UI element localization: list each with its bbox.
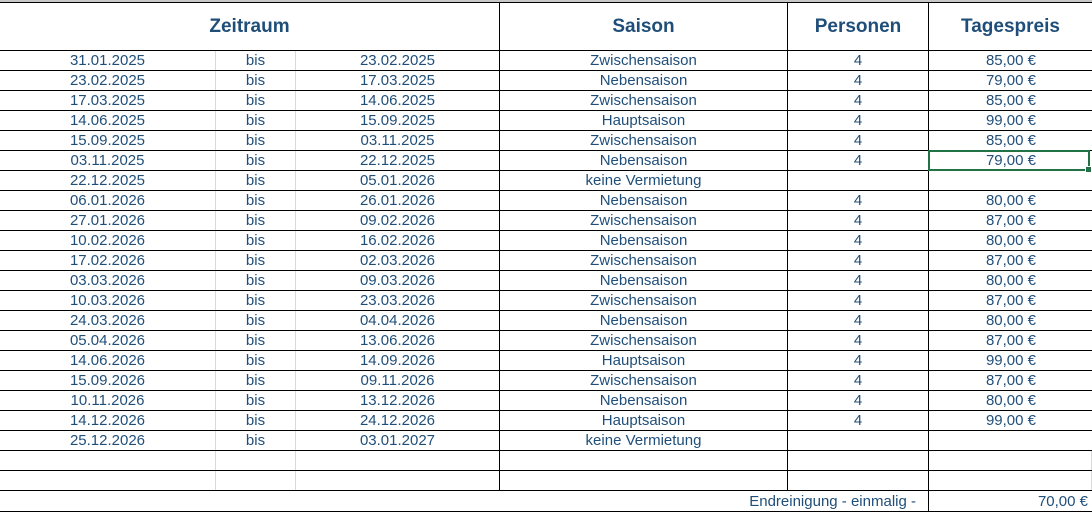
season-cell[interactable]: Zwischensaison xyxy=(500,291,788,310)
season-cell[interactable]: Nebensaison xyxy=(500,151,788,170)
season-cell[interactable]: Zwischensaison xyxy=(500,251,788,270)
date-to-cell[interactable]: 05.01.2026 xyxy=(296,171,500,190)
price-cell[interactable]: 80,00 € xyxy=(985,392,1036,409)
empty-cell[interactable] xyxy=(929,451,1092,470)
bis-cell[interactable]: bis xyxy=(216,151,296,170)
bis-cell[interactable]: bis xyxy=(216,431,296,450)
table-row xyxy=(0,211,1092,231)
table-row xyxy=(0,271,1092,291)
table-row xyxy=(0,351,1092,371)
date-to-cell[interactable]: 13.12.2026 xyxy=(296,391,500,410)
empty-cell[interactable] xyxy=(788,451,929,470)
date-from-cell[interactable]: 14.06.2026 xyxy=(0,351,216,370)
date-from-cell[interactable]: 05.04.2026 xyxy=(0,331,216,350)
bis-cell[interactable]: bis xyxy=(216,211,296,230)
bis-cell[interactable]: bis xyxy=(216,291,296,310)
date-to-cell[interactable]: 23.02.2025 xyxy=(296,51,500,70)
date-from-cell[interactable]: 10.03.2026 xyxy=(0,291,216,310)
persons-cell[interactable]: 4 xyxy=(788,191,929,210)
date-to-cell[interactable]: 16.02.2026 xyxy=(296,231,500,250)
empty-cell[interactable] xyxy=(929,471,1092,490)
table-row xyxy=(0,131,1092,151)
table-row xyxy=(0,91,1092,111)
empty-cell[interactable] xyxy=(216,471,296,490)
date-to-cell[interactable]: 09.11.2026 xyxy=(296,371,500,390)
price-cell[interactable] xyxy=(929,431,1092,450)
price-cell[interactable]: 79,00 € xyxy=(985,152,1036,169)
date-to-cell[interactable]: 23.03.2026 xyxy=(296,291,500,310)
price-cell[interactable]: 85,00 € xyxy=(985,52,1036,69)
season-cell[interactable]: Zwischensaison xyxy=(500,371,788,390)
persons-cell[interactable] xyxy=(788,431,929,450)
price-cell[interactable]: 80,00 € xyxy=(985,232,1036,249)
empty-cell[interactable] xyxy=(216,451,296,470)
season-cell[interactable]: Nebensaison xyxy=(500,71,788,90)
table-row xyxy=(0,71,1092,91)
date-to-cell[interactable]: 09.02.2026 xyxy=(296,211,500,230)
date-to-cell[interactable]: 03.01.2027 xyxy=(296,431,500,450)
table-row xyxy=(0,371,1092,391)
persons-cell[interactable]: 4 xyxy=(788,291,929,310)
price-cell[interactable]: 87,00 € xyxy=(985,212,1036,229)
date-to-cell[interactable]: 24.12.2026 xyxy=(296,411,500,430)
date-from-cell[interactable]: 14.06.2025 xyxy=(0,111,216,130)
season-cell[interactable]: Zwischensaison xyxy=(500,91,788,110)
persons-cell[interactable]: 4 xyxy=(788,271,929,290)
date-from-cell[interactable]: 25.12.2026 xyxy=(0,431,216,450)
bis-cell[interactable]: bis xyxy=(216,371,296,390)
price-cell[interactable]: 87,00 € xyxy=(985,252,1036,269)
bis-cell[interactable]: bis xyxy=(216,91,296,110)
persons-cell[interactable]: 4 xyxy=(788,211,929,230)
table-row xyxy=(0,151,1092,171)
date-to-cell[interactable]: 03.11.2025 xyxy=(296,131,500,150)
table-row xyxy=(0,111,1092,131)
empty-cell[interactable] xyxy=(0,451,216,470)
persons-cell[interactable]: 4 xyxy=(788,151,929,170)
date-to-cell[interactable]: 15.09.2025 xyxy=(296,111,500,130)
bis-cell[interactable]: bis xyxy=(216,251,296,270)
price-cell[interactable]: 80,00 € xyxy=(985,272,1036,289)
bis-cell[interactable]: bis xyxy=(216,331,296,350)
bis-cell[interactable]: bis xyxy=(216,131,296,150)
date-to-cell[interactable]: 22.12.2025 xyxy=(296,151,500,170)
season-cell[interactable]: Nebensaison xyxy=(500,231,788,250)
table-row xyxy=(0,231,1092,251)
season-cell[interactable]: Nebensaison xyxy=(500,271,788,290)
empty-row xyxy=(0,451,1092,471)
price-cell[interactable]: 80,00 € xyxy=(985,192,1036,209)
season-cell[interactable]: Hauptsaison xyxy=(500,111,788,130)
bis-cell[interactable]: bis xyxy=(216,391,296,410)
table-row xyxy=(0,311,1092,331)
price-cell[interactable]: 87,00 € xyxy=(985,332,1036,349)
price-cell[interactable]: 99,00 € xyxy=(985,412,1036,429)
date-to-cell[interactable]: 02.03.2026 xyxy=(296,251,500,270)
price-cell[interactable]: 87,00 € xyxy=(985,292,1036,309)
date-to-cell[interactable]: 17.03.2025 xyxy=(296,71,500,90)
persons-cell[interactable]: 4 xyxy=(788,411,929,430)
empty-cell[interactable] xyxy=(0,471,216,490)
date-from-cell[interactable]: 17.03.2025 xyxy=(0,91,216,110)
persons-cell[interactable]: 4 xyxy=(788,71,929,90)
season-cell[interactable]: Nebensaison xyxy=(500,391,788,410)
table-row xyxy=(0,391,1092,411)
persons-cell[interactable]: 4 xyxy=(788,231,929,250)
season-cell[interactable]: Zwischensaison xyxy=(500,331,788,350)
header-row xyxy=(0,2,1092,51)
empty-cell[interactable] xyxy=(500,471,788,490)
empty-cell[interactable] xyxy=(296,471,500,490)
date-to-cell[interactable]: 14.09.2026 xyxy=(296,351,500,370)
cleaning-fee-label[interactable]: Endreinigung - einmalig - xyxy=(0,491,929,511)
footer-row xyxy=(0,491,1092,512)
table-row xyxy=(0,331,1092,351)
date-from-cell[interactable]: 10.11.2026 xyxy=(0,391,216,410)
cleaning-fee-value[interactable]: 70,00 € xyxy=(1037,492,1088,510)
season-cell[interactable]: Nebensaison xyxy=(500,191,788,210)
date-to-cell[interactable]: 13.06.2026 xyxy=(296,331,500,350)
bis-cell[interactable]: bis xyxy=(216,51,296,70)
table-row xyxy=(0,291,1092,311)
empty-cell[interactable] xyxy=(500,451,788,470)
bis-cell[interactable]: bis xyxy=(216,411,296,430)
persons-cell[interactable]: 4 xyxy=(788,111,929,130)
season-cell[interactable]: Hauptsaison xyxy=(500,351,788,370)
price-cell[interactable]: 99,00 € xyxy=(985,112,1036,129)
price-cell[interactable]: 87,00 € xyxy=(985,372,1036,389)
date-to-cell[interactable]: 26.01.2026 xyxy=(296,191,500,210)
date-from-cell[interactable]: 22.12.2025 xyxy=(0,171,216,190)
persons-cell[interactable]: 4 xyxy=(788,91,929,110)
empty-row xyxy=(0,471,1092,491)
date-from-cell[interactable]: 15.09.2025 xyxy=(0,131,216,150)
table-row xyxy=(0,171,1092,191)
header-saison[interactable]: Saison xyxy=(500,3,788,50)
season-cell[interactable]: Zwischensaison xyxy=(500,211,788,230)
price-cell[interactable]: 80,00 € xyxy=(985,312,1036,329)
date-from-cell[interactable]: 10.02.2026 xyxy=(0,231,216,250)
empty-cell[interactable] xyxy=(296,451,500,470)
date-from-cell[interactable]: 14.12.2026 xyxy=(0,411,216,430)
bis-cell[interactable]: bis xyxy=(216,271,296,290)
persons-cell[interactable]: 4 xyxy=(788,351,929,370)
table-row xyxy=(0,411,1092,431)
date-from-cell[interactable]: 15.09.2026 xyxy=(0,371,216,390)
date-to-cell[interactable]: 14.06.2025 xyxy=(296,91,500,110)
price-cell[interactable]: 99,00 € xyxy=(985,352,1036,369)
persons-cell[interactable]: 4 xyxy=(788,311,929,330)
date-to-cell[interactable]: 09.03.2026 xyxy=(296,271,500,290)
persons-cell[interactable]: 4 xyxy=(788,371,929,390)
bis-cell[interactable]: bis xyxy=(216,71,296,90)
persons-cell[interactable]: 4 xyxy=(788,331,929,350)
date-from-cell[interactable]: 23.02.2025 xyxy=(0,71,216,90)
season-cell[interactable]: Hauptsaison xyxy=(500,411,788,430)
date-from-cell[interactable]: 17.02.2026 xyxy=(0,251,216,270)
header-zeitraum[interactable]: Zeitraum xyxy=(0,3,500,50)
price-cell[interactable] xyxy=(929,171,1092,190)
bis-cell[interactable]: bis xyxy=(216,111,296,130)
bis-cell[interactable]: bis xyxy=(216,311,296,330)
bis-cell[interactable]: bis xyxy=(216,231,296,250)
table-row xyxy=(0,431,1092,451)
persons-cell[interactable]: 4 xyxy=(788,251,929,270)
date-from-cell[interactable]: 03.11.2025 xyxy=(0,151,216,170)
price-cell[interactable]: 85,00 € xyxy=(985,92,1036,109)
bis-cell[interactable]: bis xyxy=(216,171,296,190)
date-from-cell[interactable]: 03.03.2026 xyxy=(0,271,216,290)
season-cell[interactable]: keine Vermietung xyxy=(500,431,788,450)
bis-cell[interactable]: bis xyxy=(216,351,296,370)
persons-cell[interactable] xyxy=(788,171,929,190)
price-cell[interactable]: 79,00 € xyxy=(985,72,1036,89)
season-cell[interactable]: Zwischensaison xyxy=(500,131,788,150)
date-to-cell[interactable]: 04.04.2026 xyxy=(296,311,500,330)
date-from-cell[interactable]: 31.01.2025 xyxy=(0,51,216,70)
persons-cell[interactable]: 4 xyxy=(788,131,929,150)
price-cell[interactable]: 85,00 € xyxy=(985,132,1036,149)
table-row xyxy=(0,251,1092,271)
season-cell[interactable]: keine Vermietung xyxy=(500,171,788,190)
date-from-cell[interactable]: 27.01.2026 xyxy=(0,211,216,230)
bis-cell[interactable]: bis xyxy=(216,191,296,210)
season-cell[interactable]: Nebensaison xyxy=(500,311,788,330)
table-row xyxy=(0,191,1092,211)
empty-cell[interactable] xyxy=(788,471,929,490)
header-personen[interactable]: Personen xyxy=(788,3,929,50)
table-row xyxy=(0,51,1092,71)
header-tagespreis[interactable]: Tagespreis xyxy=(961,16,1060,37)
persons-cell[interactable]: 4 xyxy=(788,51,929,70)
season-cell[interactable]: Zwischensaison xyxy=(500,51,788,70)
date-from-cell[interactable]: 24.03.2026 xyxy=(0,311,216,330)
date-from-cell[interactable]: 06.01.2026 xyxy=(0,191,216,210)
persons-cell[interactable]: 4 xyxy=(788,391,929,410)
